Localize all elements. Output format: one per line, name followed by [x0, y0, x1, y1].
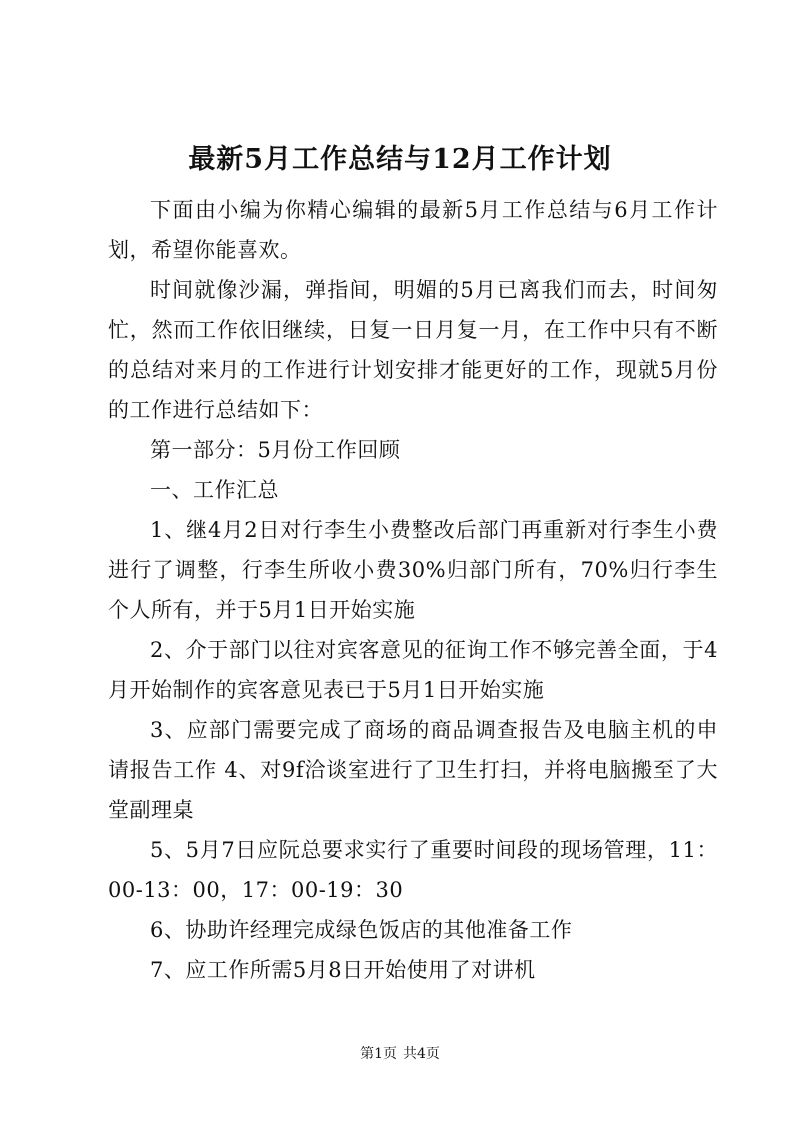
page-footer: [0, 1044, 800, 1064]
page-total: 共4页: [403, 1046, 440, 1062]
summary-paragraph: 时间就像沙漏，弹指间，明媚的5月已离我们而去，时间匆忙，然而工作依旧继续，日复一日月复一月，在工作中只有不断的总结对来月的工作进行计划安排才能更好的工作，现就5月份的工作进行总结如下：: [108, 278, 718, 422]
document-body: [108, 190, 718, 990]
subsection-heading: 一、工作汇总: [150, 478, 279, 502]
document-title: 最新5月工作总结与12月工作计划: [188, 144, 612, 175]
intro-paragraph: 下面由小编为你精心编辑的最新5月工作总结与6月工作计划，希望你能喜欢。: [108, 198, 718, 262]
work-item-6: 6、协助许经理完成绿色饭店的其他准备工作: [150, 918, 573, 942]
section-heading: 第一部分：5月份工作回顾: [150, 438, 401, 462]
page-number: 第1页: [360, 1046, 397, 1062]
work-item-3-4: 3、应部门需要完成了商场的商品调查报告及电脑主机的申请报告工作 4、对9f洽谈室进行了卫生打扫，并将电脑搬至了大堂副理桌: [108, 718, 718, 822]
work-item-1: 1、继4月2日对行李生小费整改后部门再重新对行李生小费进行了调整，行李生所收小费30%归部门所有，70%归行李生个人所有，并于5月1日开始实施: [108, 518, 718, 622]
work-item-2: 2、介于部门以往对宾客意见的征询工作不够完善全面，于4月开始制作的宾客意见表已于5月1日开始实施: [108, 638, 718, 702]
work-item-7: 7、应工作所需5月8日开始使用了对讲机: [150, 958, 536, 982]
work-item-5: 5、5月7日应阮总要求实行了重要时间段的现场管理，11：00-13：00，17：00-19：30: [108, 838, 718, 902]
